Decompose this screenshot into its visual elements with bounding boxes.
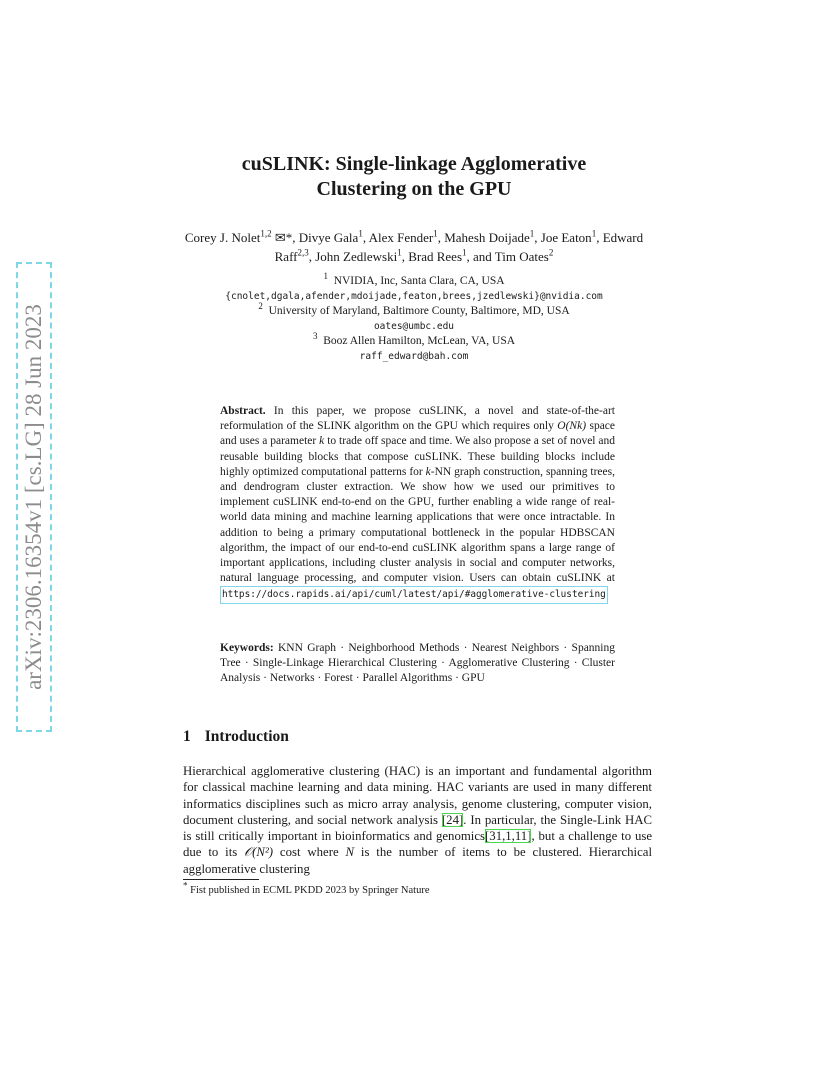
citation-link[interactable]: [24] <box>441 812 464 827</box>
affiliations <box>0 271 828 364</box>
section-heading <box>183 728 289 746</box>
affiliation-3-email: raff_edward@bah.com <box>359 351 469 362</box>
author-name: , Edward Raff <box>274 230 644 264</box>
author-sup: 1 <box>433 228 438 239</box>
author-name: Corey J. Nolet <box>184 230 261 245</box>
affiliation-1: $^1$ NVIDIA, Inc, Santa Clara, CA, USA <box>323 271 505 287</box>
affiliation-1-email: {cnolet,dgala,afender,mdoijade,featon,brees,jzedlewski}@nvidia.com <box>225 291 603 302</box>
author-sup: 1 <box>462 247 467 258</box>
author-sup: 1 <box>529 228 535 239</box>
affiliation-3: $^3$ Booz Allen Hamilton, McLean, VA, USA <box>312 331 516 347</box>
title-line-1: cuSLINK: Single-linkage Agglomerative <box>241 153 587 175</box>
abstract-label: Abstract. <box>220 405 266 417</box>
author-name: , Joe Eaton <box>534 230 592 245</box>
citation-link[interactable]: [31,1,11] <box>485 829 532 844</box>
paper-title <box>0 152 828 202</box>
author-name: , Brad Rees <box>401 249 463 264</box>
author-mark: ✉* <box>274 230 293 245</box>
abstract: Abstract. In this paper, we propose cuSLINK, a novel and state-of-the-art reformulation of the SLINK algorithm on the GPU which requires only O(Nk) space and uses a parameter k to trade off space and time. We also propose a set of novel and reusable building blocks that compose cuSLINK. These building blocks include highly optimized computational patterns for k-NN graph construction, spanning trees, and dendrogram cluster extraction. We show how we used our primitives to implement cuSLINK end-to-end on the GPU, further enabling a wide range of real-world data mining and machine learning applications that were once intractable. In addition to being a primary computational bottleneck in the popular HDBSCAN algorithm, the impact of our end-to-end cuSLINK algorithm spans a large range of important applications, including cluster analysis in social and computer networks, natural language processing, and computer vision. Users can obtain cuSLINK at https://docs.rapids.ai/api/cuml/latest/api/#agglomerative-clustering <box>220 404 615 604</box>
section-title: Introduction <box>204 728 289 745</box>
author-sup: 1 <box>591 228 597 239</box>
footnote-rule <box>183 879 259 880</box>
arxiv-stamp-text: arXiv:2306.16354v1 [cs.LG] 28 Jun 2023 <box>21 304 47 690</box>
author-list <box>180 228 648 266</box>
author-name: , Divye Gala <box>292 230 359 245</box>
footnote-text: Fist published in ECML PKDD 2023 by Springer Nature <box>190 885 430 896</box>
footnote-mark: * <box>183 880 188 891</box>
keywords-label: Keywords: <box>220 642 274 654</box>
author-sup: 1 <box>397 247 402 258</box>
affiliation-2-email: oates@umbc.edu <box>373 321 455 332</box>
author-name: , and Tim Oates <box>466 249 549 264</box>
keywords-text: KNN Graph · Neighborhood Methods · Nearest Neighbors · Spanning Tree · Single-Linkage Hierarchical Clustering · Agglomerative Clustering · Cluster Analysis · Networks · Forest · Parallel Algorithms · GPU <box>220 642 615 685</box>
author-name: , John Zedlewski <box>308 249 398 264</box>
author-name: , Mahesh Doijade <box>437 230 530 245</box>
author-name: , Alex Fender <box>362 230 434 245</box>
footnote <box>183 880 430 896</box>
cuslink-url-link[interactable]: https://docs.rapids.ai/api/cuml/latest/api/#agglomerative-clustering <box>220 586 608 603</box>
author-sup: 1 <box>358 228 363 239</box>
math-cost: 𝒪(N²) <box>244 845 274 860</box>
author-sup: 2,3 <box>297 247 309 258</box>
author-sup: 2 <box>548 247 554 258</box>
math-onk: O(Nk) <box>557 420 587 433</box>
affiliation-2: $^2$ University of Maryland, Baltimore County, Baltimore, MD, USA <box>258 301 570 317</box>
keywords <box>220 641 615 687</box>
title-line-2: Clustering on the GPU <box>316 178 512 200</box>
author-sup: 1,2 <box>260 228 272 239</box>
section-number: 1 <box>183 728 191 745</box>
intro-paragraph: Hierarchical agglomerative clustering (HAC) is an important and fundamental algorithm for classical machine learning and data mining. HAC variants are used in many different informatics disciplines such as micro array analysis, genome clustering, computer vision, document clustering, and social network analysis [24]. In particular, the Single-Link HAC is still critically important in bioinformatics and genomics[31,1,11], but a challenge to use due to its 𝒪(N²) cost where N is the number of items to be clustered. Hierarchical agglomerative clustering <box>183 764 653 876</box>
